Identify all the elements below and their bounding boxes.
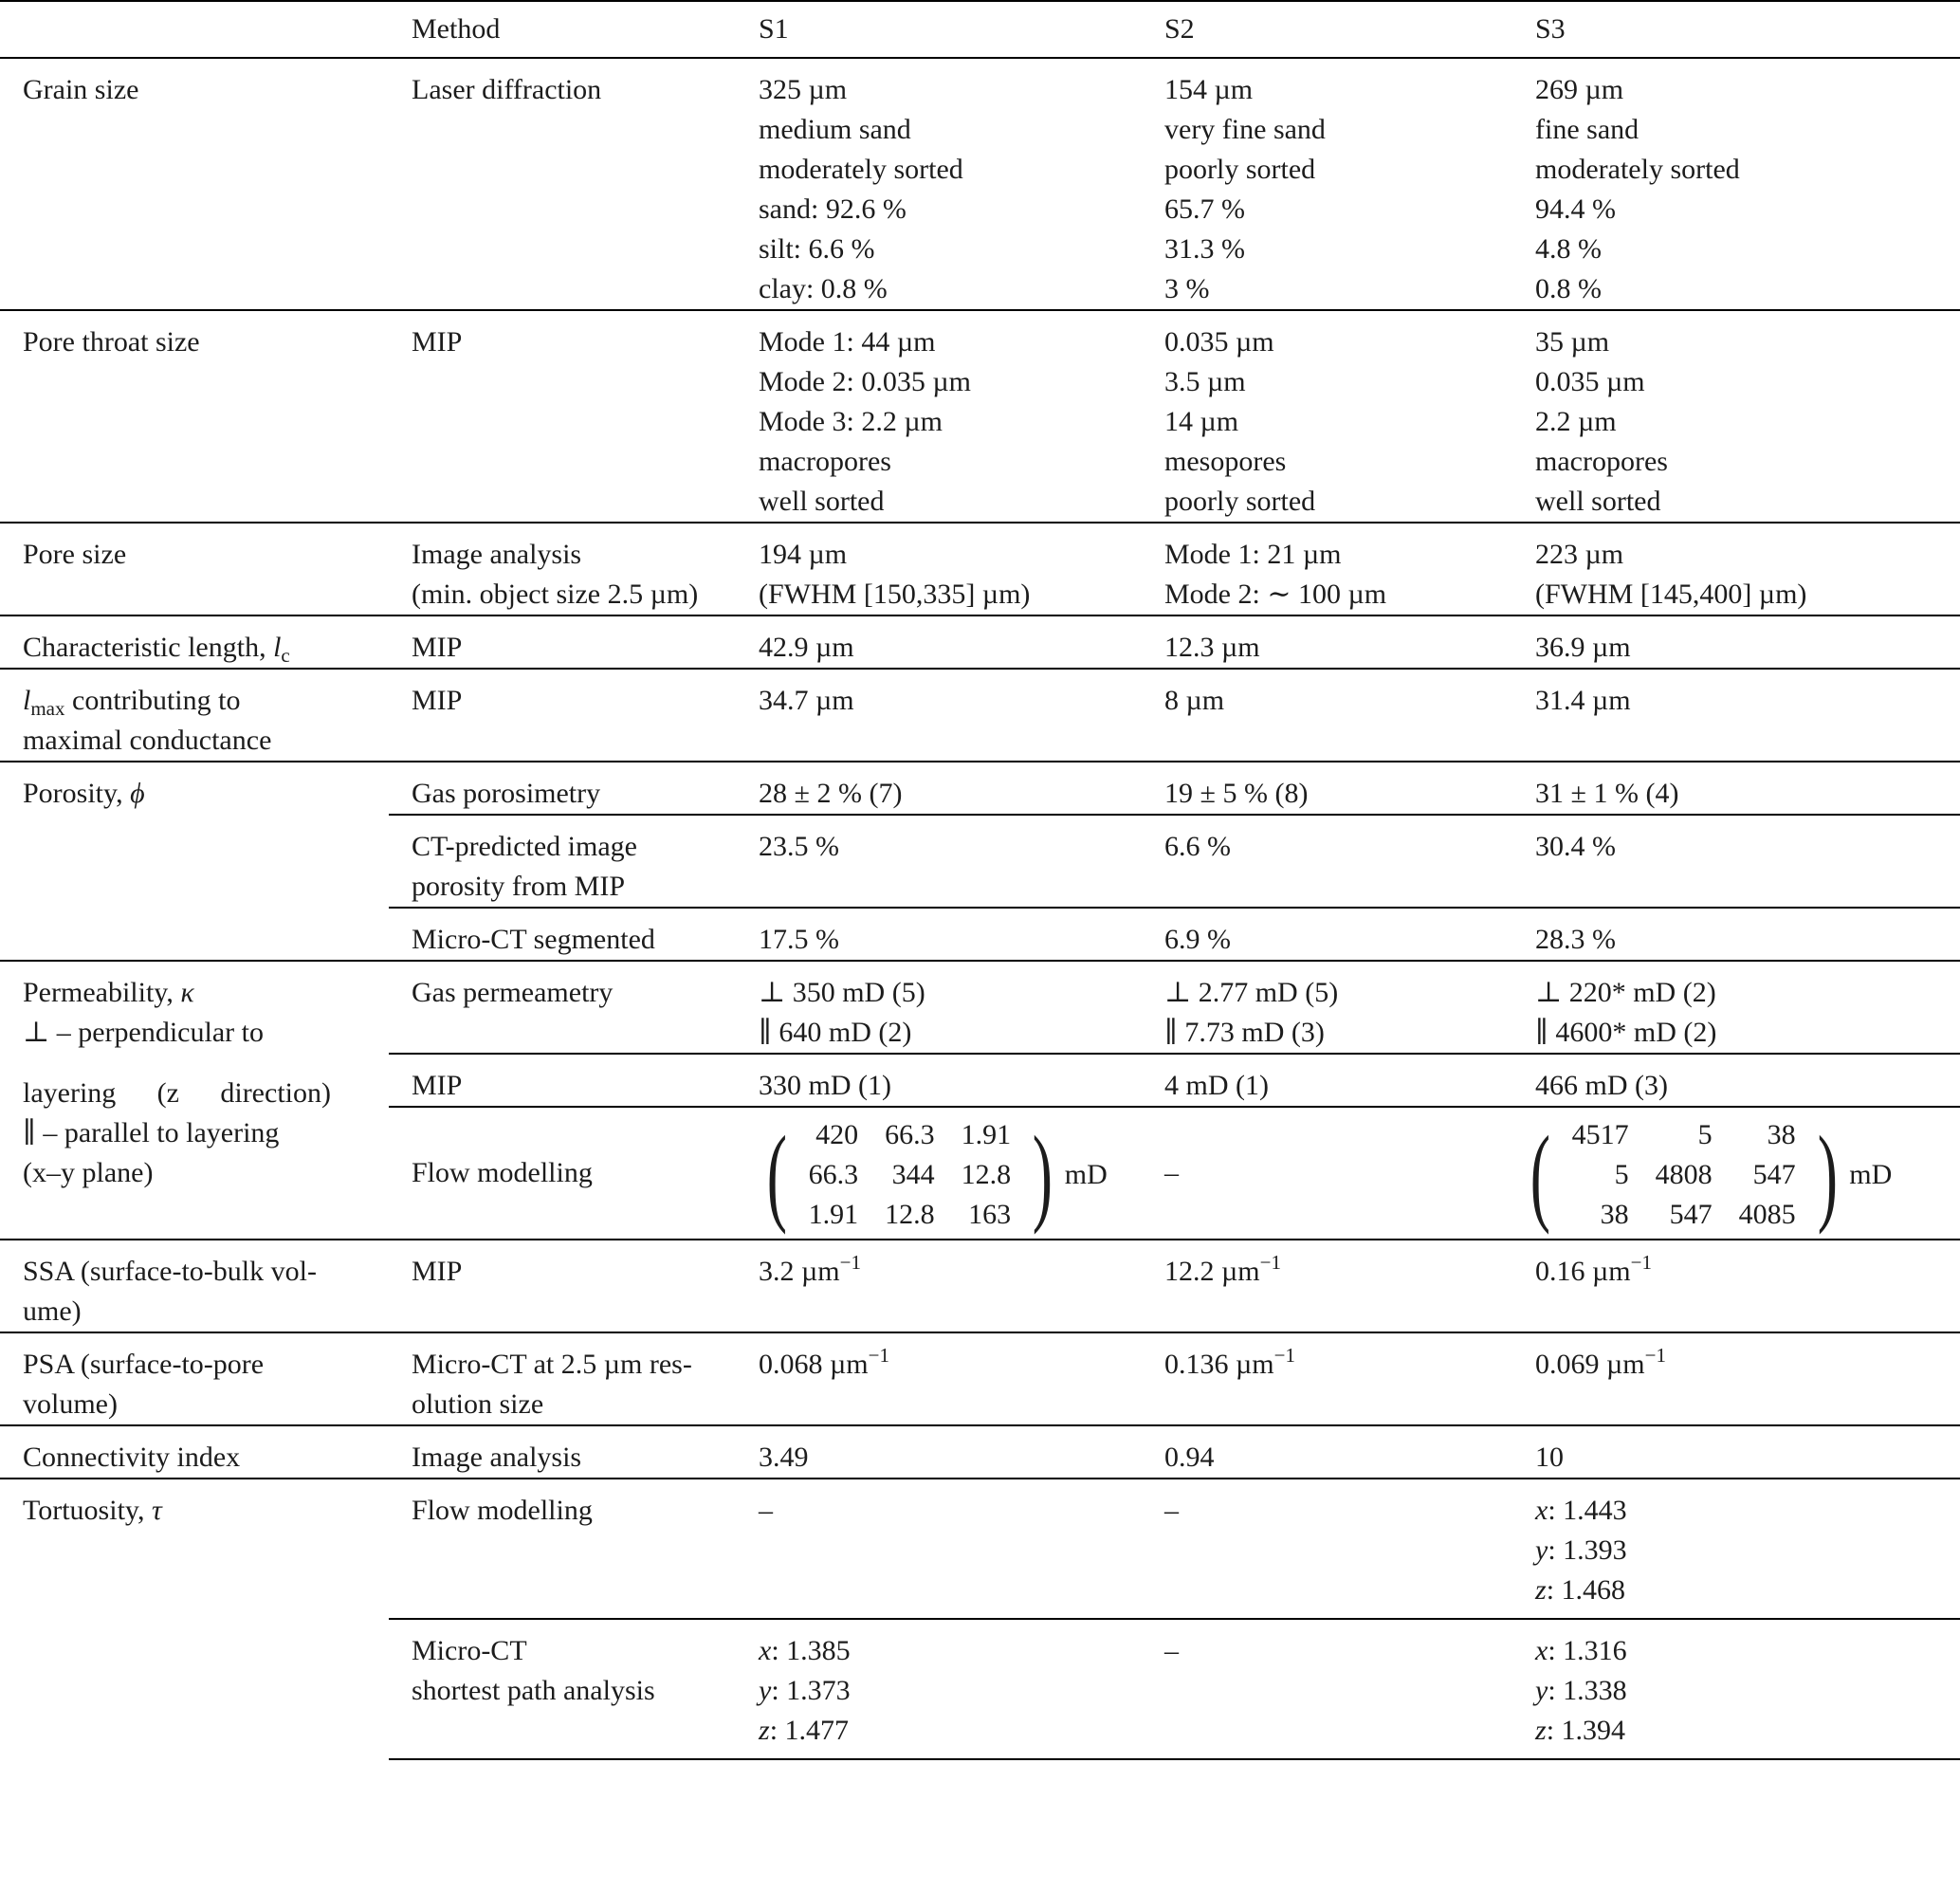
- matrix-entry: 547: [1752, 1159, 1796, 1190]
- label-text: (z: [156, 1077, 179, 1109]
- axis-label: z: [759, 1715, 770, 1746]
- cell-line: 35 µm: [1535, 326, 1610, 358]
- cell-line: Mode 2: ∼ 100 µm: [1164, 579, 1387, 610]
- method-cell: Micro-CT segmented: [389, 908, 759, 961]
- cell-line: 0.035 µm: [1535, 366, 1645, 397]
- table-row-grain-size: [0, 58, 1960, 310]
- matrix-entry: 38: [1600, 1199, 1629, 1230]
- row-label: [0, 762, 389, 961]
- matrix-entry: 1.91: [961, 1119, 1012, 1150]
- s1-cell: 23.5 %: [759, 815, 1164, 908]
- row-label: [0, 961, 389, 1240]
- cell-line: 0.8 %: [1535, 273, 1602, 304]
- axis-label: y: [759, 1675, 772, 1706]
- table-row-pore-size: [0, 523, 1960, 615]
- cell-line: moderately sorted: [759, 154, 963, 185]
- cell-line: poorly sorted: [1164, 154, 1316, 185]
- cell-line: silt: 6.6 %: [759, 233, 875, 265]
- s1-cell: 3.49: [759, 1425, 1164, 1479]
- right-paren: ): [1817, 1114, 1838, 1236]
- label-text: contributing to: [64, 685, 241, 716]
- s2-cell: 12.3 µm: [1164, 615, 1535, 669]
- value-text: : 1.338: [1548, 1675, 1627, 1706]
- cell-line: [1535, 1631, 1960, 1671]
- s2-cell: 6.6 %: [1164, 815, 1535, 908]
- matrix-entry: 66.3: [885, 1119, 935, 1150]
- cell-line: poorly sorted: [1164, 486, 1316, 517]
- cell-line: (FWHM [145,400] µm): [1535, 579, 1807, 610]
- header-s2: S2: [1164, 1, 1535, 58]
- axis-label: y: [1535, 1534, 1548, 1566]
- table-row-pore-throat-size: [0, 310, 1960, 523]
- matrix-entry: 163: [968, 1199, 1012, 1230]
- cell-line: 3 %: [1164, 273, 1210, 304]
- cell-line: medium sand: [759, 114, 911, 145]
- cell-line: 3.5 µm: [1164, 366, 1246, 397]
- method-cell: [389, 1619, 759, 1759]
- cell-line: 4.8 %: [1535, 233, 1602, 265]
- value-text: : 1.385: [771, 1635, 851, 1666]
- cell-line: 0.035 µm: [1164, 326, 1274, 358]
- s1-cell: 17.5 %: [759, 908, 1164, 961]
- axis-label: x: [759, 1635, 772, 1666]
- s2-cell: [1164, 58, 1535, 310]
- cell-line: 14 µm: [1164, 406, 1239, 437]
- label-text: Permeability,: [23, 977, 181, 1008]
- s3-cell: [1535, 1619, 1960, 1759]
- permeability-matrix-s3: [1522, 1115, 1960, 1235]
- table-row-permeability: [0, 961, 1960, 1054]
- superscript: −1: [1273, 1344, 1295, 1367]
- cell-line: Micro-CT: [412, 1635, 527, 1666]
- cell-line: shortest path analysis: [412, 1675, 655, 1706]
- s3-cell: [1535, 1479, 1960, 1619]
- method-cell: MIP: [389, 1240, 759, 1332]
- cell-line: very fine sand: [1164, 114, 1326, 145]
- method-cell: MIP: [389, 615, 759, 669]
- right-paren: ): [1032, 1114, 1053, 1236]
- cell-line: (FWHM [150,335] µm): [759, 579, 1031, 610]
- matrix-entry: 547: [1669, 1199, 1713, 1230]
- unit-label: mD: [1849, 1159, 1893, 1190]
- matrix-entry: 4517: [1571, 1119, 1629, 1150]
- cell-line: olution size: [412, 1388, 544, 1420]
- label-text: Porosity,: [23, 778, 131, 809]
- s2-cell: –: [1164, 1619, 1535, 1759]
- cell-line: 325 µm: [759, 74, 848, 105]
- matrix-entry: 38: [1767, 1119, 1796, 1150]
- table-row-porosity: [0, 762, 1960, 815]
- cell-line: [759, 1711, 1164, 1751]
- cell-line: porosity from MIP: [412, 871, 625, 902]
- s3-cell: 31 ± 1 % (4): [1535, 762, 1960, 815]
- s1-cell: –: [759, 1479, 1164, 1619]
- cell-line: maximal conductance: [23, 725, 272, 756]
- axis-label: y: [1535, 1675, 1548, 1706]
- s3-cell: [1535, 523, 1960, 615]
- cell-line: Image analysis: [412, 539, 582, 570]
- value-text: 0.069 µm: [1535, 1349, 1645, 1380]
- superscript: −1: [1259, 1251, 1281, 1274]
- axis-label: x: [1535, 1635, 1548, 1666]
- s2-cell: 19 ± 5 % (8): [1164, 762, 1535, 815]
- value-text: : 1.443: [1548, 1495, 1627, 1526]
- s3-cell: [1535, 310, 1960, 523]
- symbol-tau: τ: [151, 1495, 162, 1526]
- cell-line: [1535, 1671, 1960, 1711]
- cell-line: ∥ 7.73 mD (3): [1164, 1017, 1325, 1048]
- s1-cell: [759, 1332, 1164, 1425]
- row-label: Connectivity index: [0, 1425, 389, 1479]
- header-row: [0, 1, 1960, 58]
- cell-line: 223 µm: [1535, 539, 1624, 570]
- cell-line: 31.3 %: [1164, 233, 1245, 265]
- s1-cell: [759, 310, 1164, 523]
- matrix-grid: [1559, 1115, 1809, 1235]
- s2-cell: 6.9 %: [1164, 908, 1535, 961]
- axis-label: x: [1535, 1495, 1548, 1526]
- cell-line: Mode 1: 21 µm: [1164, 539, 1342, 570]
- method-cell: MIP: [389, 310, 759, 523]
- method-cell: Image analysis: [389, 1425, 759, 1479]
- s1-cell: [759, 58, 1164, 310]
- matrix-entry: 5: [1697, 1119, 1713, 1150]
- row-label: [0, 1332, 389, 1425]
- s2-cell: [1164, 310, 1535, 523]
- cell-line: Mode 1: 44 µm: [759, 326, 936, 358]
- justified-line: [23, 1074, 331, 1113]
- symbol-l: l: [23, 685, 31, 716]
- superscript: −1: [839, 1251, 861, 1274]
- row-label: Grain size: [0, 58, 389, 310]
- subscript: c: [281, 644, 290, 667]
- cell-line: fine sand: [1535, 114, 1639, 145]
- symbol-l: l: [273, 632, 282, 663]
- cell-line: Micro-CT at 2.5 µm res-: [412, 1349, 692, 1380]
- value-text: 3.2 µm: [759, 1256, 840, 1287]
- cell-line: Mode 3: 2.2 µm: [759, 406, 943, 437]
- cell-line: ⊥ 220* mD (2): [1535, 977, 1716, 1008]
- s2-cell: 4 mD (1): [1164, 1054, 1535, 1107]
- row-label: [0, 1479, 389, 1759]
- s2-cell: [1164, 961, 1535, 1054]
- subscript: max: [30, 697, 65, 720]
- superscript: −1: [1630, 1251, 1652, 1274]
- s2-cell: [1164, 1332, 1535, 1425]
- s2-cell: –: [1164, 1479, 1535, 1619]
- s3-cell: 466 mD (3): [1535, 1054, 1960, 1107]
- cell-line: ∥ 4600* mD (2): [1535, 1017, 1717, 1048]
- table-row-tortuosity: [0, 1479, 1960, 1619]
- table-row-psa: [0, 1332, 1960, 1425]
- value-text: : 1.477: [769, 1715, 850, 1746]
- value-text: : 1.373: [771, 1675, 851, 1706]
- matrix-entry: 420: [815, 1119, 859, 1150]
- value-text: 0.16 µm: [1535, 1256, 1631, 1287]
- matrix-entry: 4085: [1738, 1199, 1796, 1230]
- method-cell: [389, 523, 759, 615]
- method-cell: [389, 815, 759, 908]
- cell-line: [1535, 1491, 1960, 1531]
- table-row-lmax: [0, 669, 1960, 762]
- s2-cell: [1164, 1240, 1535, 1332]
- cell-line: ⊥ 350 mD (5): [759, 977, 925, 1008]
- s1-cell: 34.7 µm: [759, 669, 1164, 762]
- matrix-entry: 5: [1614, 1159, 1629, 1190]
- cell-line: ⊥ – perpendicular to: [23, 1017, 264, 1048]
- table-row-connectivity: [0, 1425, 1960, 1479]
- cell-line: ∥ – parallel to layering: [23, 1117, 280, 1148]
- left-paren: (: [766, 1114, 787, 1236]
- label-text: Characteristic length,: [23, 632, 274, 663]
- cell-line: [23, 681, 389, 721]
- header-s1: S1: [759, 1, 1164, 58]
- s3-cell: [1535, 58, 1960, 310]
- method-cell: Gas permeametry: [389, 961, 759, 1054]
- cell-line: moderately sorted: [1535, 154, 1740, 185]
- label-text: layering: [23, 1077, 117, 1109]
- row-label: [0, 669, 389, 762]
- s3-cell: [1535, 961, 1960, 1054]
- cell-line: [1535, 1571, 1960, 1610]
- cell-line: mesopores: [1164, 446, 1287, 477]
- cell-line: 65.7 %: [1164, 193, 1245, 225]
- s1-cell: [759, 1619, 1164, 1759]
- s1-cell: [759, 961, 1164, 1054]
- cell-line: well sorted: [1535, 486, 1661, 517]
- cell-line: [759, 1631, 1164, 1671]
- s1-cell: [759, 1240, 1164, 1332]
- s3-cell: [1535, 1332, 1960, 1425]
- method-cell: Flow modelling: [389, 1107, 759, 1240]
- superscript: −1: [868, 1344, 889, 1367]
- s3-cell: 31.4 µm: [1535, 669, 1960, 762]
- cell-line: [759, 1671, 1164, 1711]
- table-row-ssa: [0, 1240, 1960, 1332]
- row-label: Pore size: [0, 523, 389, 615]
- cell-line: macropores: [759, 446, 891, 477]
- matrix-entry: 12.8: [961, 1159, 1012, 1190]
- symbol-kappa: κ: [180, 977, 194, 1008]
- cell-line: ⊥ 2.77 mD (5): [1164, 977, 1339, 1008]
- symbol-phi: ϕ: [130, 778, 145, 809]
- permeability-matrix-s1: [759, 1115, 1164, 1235]
- s3-cell: [1535, 1240, 1960, 1332]
- s1-cell: [759, 1107, 1164, 1240]
- value-text: 0.136 µm: [1164, 1349, 1274, 1380]
- s2-cell: 0.94: [1164, 1425, 1535, 1479]
- cell-line: [1535, 1531, 1960, 1571]
- s1-cell: 28 ± 2 % (7): [759, 762, 1164, 815]
- cell-line: 94.4 %: [1535, 193, 1616, 225]
- cell-line: PSA (surface-to-pore: [23, 1349, 265, 1380]
- method-cell: Laser diffraction: [389, 58, 759, 310]
- s1-cell: 330 mD (1): [759, 1054, 1164, 1107]
- cell-line: Mode 2: 0.035 µm: [759, 366, 971, 397]
- matrix-entry: 4808: [1655, 1159, 1713, 1190]
- s2-cell: 8 µm: [1164, 669, 1535, 762]
- value-text: 0.068 µm: [759, 1349, 869, 1380]
- s2-cell: [1164, 523, 1535, 615]
- label-text: Tortuosity,: [23, 1495, 152, 1526]
- header-method: Method: [389, 1, 759, 58]
- value-text: 12.2 µm: [1164, 1256, 1260, 1287]
- header-s3: S3: [1535, 1, 1960, 58]
- table-row-characteristic-length: [0, 615, 1960, 669]
- unit-label: mD: [1064, 1159, 1108, 1190]
- row-label: Pore throat size: [0, 310, 389, 523]
- cell-line: (min. object size 2.5 µm): [412, 579, 699, 610]
- value-text: : 1.468: [1546, 1574, 1626, 1606]
- cell-line: [1535, 1711, 1960, 1751]
- cell-line: [23, 1074, 389, 1113]
- superscript: −1: [1644, 1344, 1666, 1367]
- s1-cell: [759, 523, 1164, 615]
- cell-line: well sorted: [759, 486, 885, 517]
- cell-line: (x–y plane): [23, 1157, 154, 1188]
- matrix-grid: [796, 1115, 1025, 1235]
- s2-cell: –: [1164, 1107, 1535, 1240]
- left-paren: (: [1530, 1114, 1550, 1236]
- cell-line: 194 µm: [759, 539, 848, 570]
- axis-label: z: [1535, 1574, 1547, 1606]
- matrix-entry: 66.3: [808, 1159, 859, 1190]
- label-text: direction): [220, 1077, 331, 1109]
- row-label: [0, 615, 389, 669]
- row-label: [0, 1240, 389, 1332]
- s1-cell: 42.9 µm: [759, 615, 1164, 669]
- cell-line: [23, 973, 389, 1013]
- cell-line: ∥ 640 mD (2): [759, 1017, 912, 1048]
- method-cell: MIP: [389, 669, 759, 762]
- value-text: : 1.316: [1548, 1635, 1627, 1666]
- value-text: : 1.393: [1548, 1534, 1627, 1566]
- s3-cell: 10: [1535, 1425, 1960, 1479]
- cell-line: ume): [23, 1295, 82, 1327]
- cell-line: 154 µm: [1164, 74, 1254, 105]
- cell-line: sand: 92.6 %: [759, 193, 907, 225]
- s3-cell: 30.4 %: [1535, 815, 1960, 908]
- cell-line: CT-predicted image: [412, 831, 637, 862]
- cell-line: 269 µm: [1535, 74, 1624, 105]
- method-cell: [389, 1332, 759, 1425]
- header-blank: [0, 1, 389, 58]
- cell-line: clay: 0.8 %: [759, 273, 888, 304]
- cell-line: macropores: [1535, 446, 1668, 477]
- cell-line: SSA (surface-to-bulk vol-: [23, 1256, 317, 1287]
- s3-cell: 28.3 %: [1535, 908, 1960, 961]
- s3-cell: 36.9 µm: [1535, 615, 1960, 669]
- method-cell: Gas porosimetry: [389, 762, 759, 815]
- cell-line: 2.2 µm: [1535, 406, 1617, 437]
- s3-cell: [1530, 1107, 1960, 1240]
- matrix-entry: 344: [891, 1159, 935, 1190]
- value-text: : 1.394: [1546, 1715, 1626, 1746]
- axis-label: z: [1535, 1715, 1547, 1746]
- matrix-entry: 1.91: [808, 1199, 859, 1230]
- method-cell: Flow modelling: [389, 1479, 759, 1619]
- cell-line: volume): [23, 1388, 118, 1420]
- method-cell: MIP: [389, 1054, 759, 1107]
- matrix-entry: 12.8: [885, 1199, 935, 1230]
